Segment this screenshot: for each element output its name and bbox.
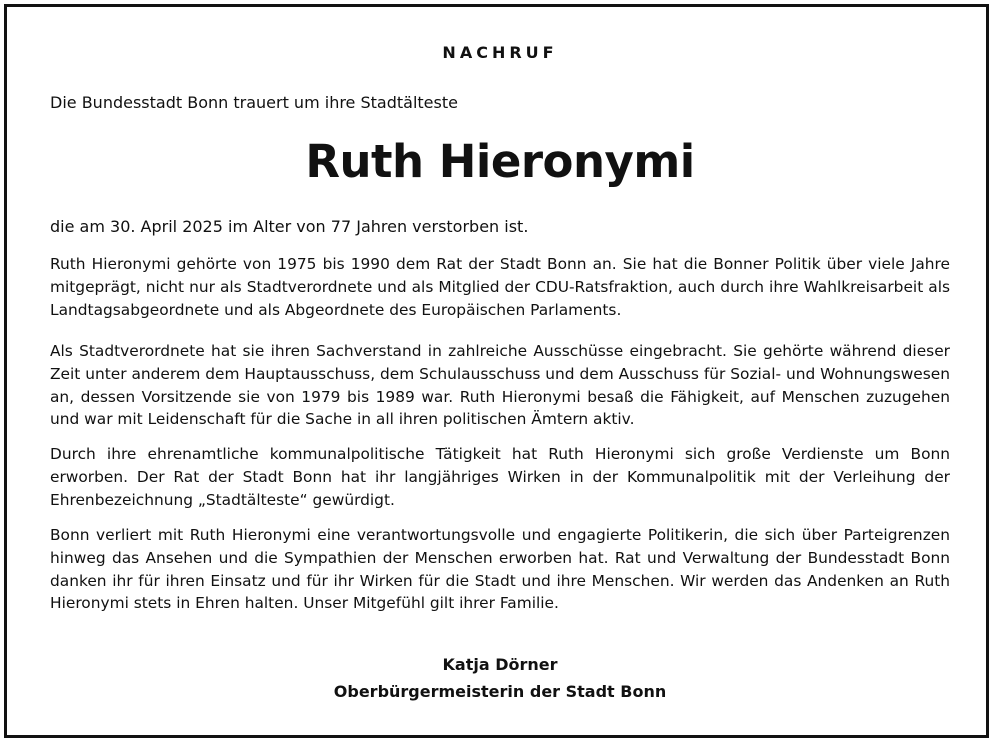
- signatory-title: Oberbürgermeisterin der Stadt Bonn: [333, 682, 667, 701]
- signatory-name: Katja Dörner: [442, 655, 558, 674]
- paragraph-committees: Als Stadtverordnete hat sie ihren Sachverstand in zahlreiche Ausschüsse eingebracht. Sie gehörte während dieser Zeit unter anderem dem Hauptausschuss, dem Schulausschuss und dem Ausschuss für Sozial- und Wohnungswesen an, dessen Vorsitzende sie von 1979 bis 1989 war. Ruth Hieronymi besaß die Fähigkeit, auf Menschen zuzugehen und war mit Leidenschaft für die Sache in all ihren politischen Ämtern aktiv.: [50, 342, 950, 429]
- death-line: die am 30. April 2025 im Alter von 77 Jahren verstorben ist.: [50, 217, 529, 236]
- paragraph-honors: Durch ihre ehrenamtliche kommunalpolitische Tätigkeit hat Ruth Hieronymi sich große Verdienste um Bonn erworben. Der Rat der Stadt Bonn hat ihr langjähriges Wirken in der Kommunalpolitik mit der Verleihung der Ehrenbezeichnung „Stadtälteste“ gewürdigt.: [50, 445, 950, 509]
- paragraph-career: Ruth Hieronymi gehörte von 1975 bis 1990 dem Rat der Stadt Bonn an. Sie hat die Bonner Politik über viele Jahre mitgeprägt, nicht nur als Stadtverordnete und als Mitglied der CDU-Ratsfraktion, auch durch ihre Wahlkreisarbeit als Landtagsabgeordnete und als Abgeordnete des Europäischen Parlaments.: [50, 255, 950, 319]
- paragraph-farewell: Bonn verliert mit Ruth Hieronymi eine verantwortungsvolle und engagierte Politikerin, die sich über Parteigrenzen hinweg das Ansehen und die Sympathien der Menschen erworben hat. Rat und Verwaltung der Bundesstadt Bonn danken ihr für ihren Einsatz und für ihr Wirken für die Stadt und ihre Menschen. Wir werden das Andenken an Ruth Hieronymi stets in Ehren halten. Unser Mitgefühl gilt ihrer Familie.: [50, 526, 950, 613]
- deceased-name: Ruth Hieronymi: [305, 135, 695, 188]
- signature-block: [50, 651, 950, 705]
- intro-line: Die Bundesstadt Bonn trauert um ihre Stadtälteste: [50, 93, 458, 112]
- notice-heading: NACHRUF: [442, 43, 558, 62]
